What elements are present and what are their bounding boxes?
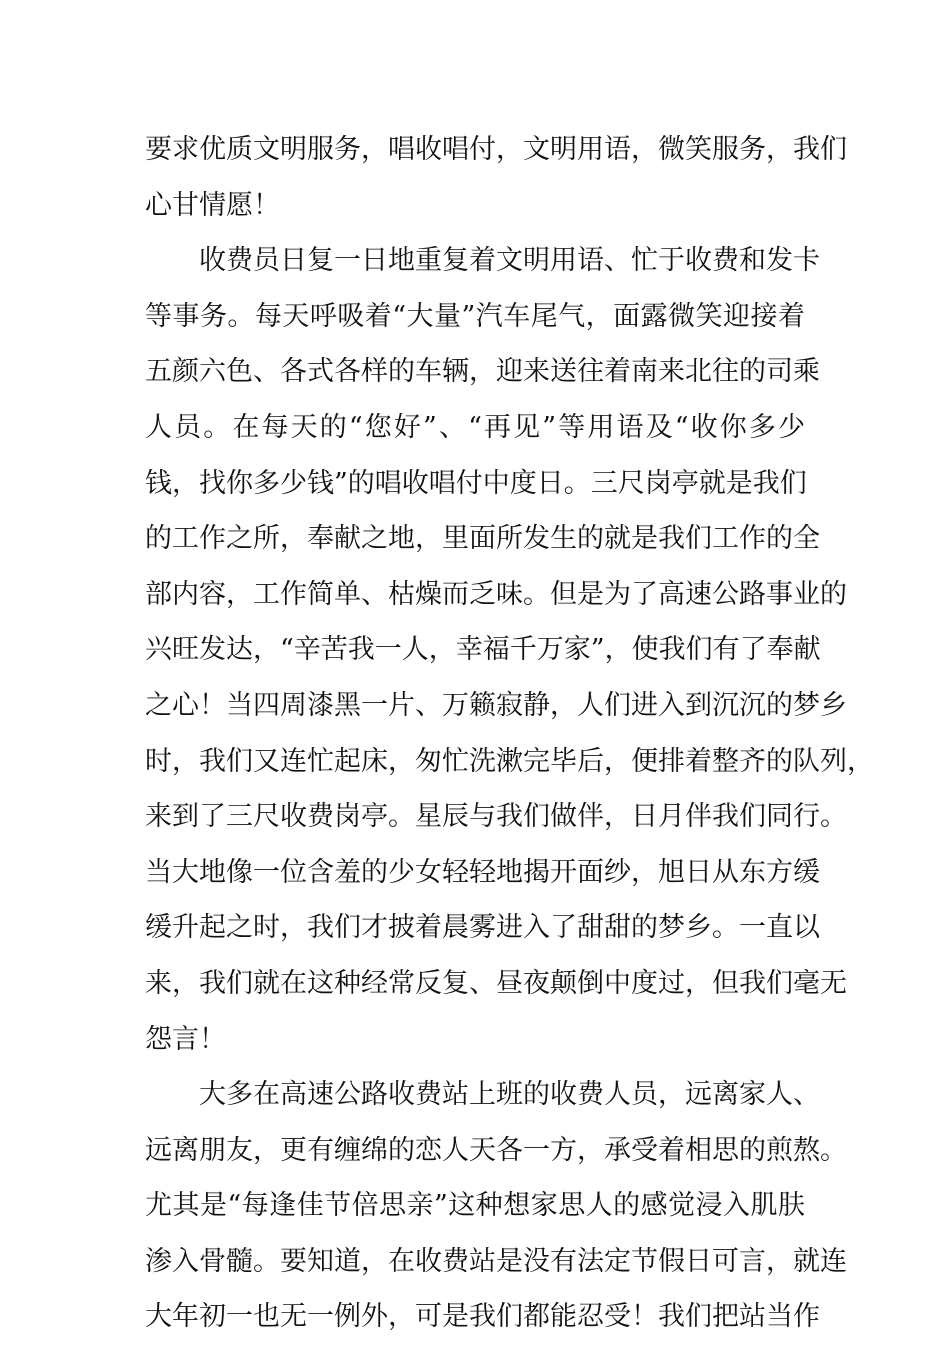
text-line: 渗入骨髓。要知道，在收费站是没有法定节假日可言，就连 bbox=[145, 1245, 847, 1277]
text-line: 收费员日复一日地重复着文明用语、忙于收费和发卡 bbox=[199, 245, 820, 277]
text-line: 尤其是“每逢佳节倍思亲”这种想家思人的感觉浸入肌肤 bbox=[145, 1190, 805, 1222]
text-line: 的工作之所，奉献之地，里面所发生的就是我们工作的全 bbox=[145, 523, 820, 555]
text-line: 人员。在每天的“您好”、“再见”等用语及“收你多少 bbox=[145, 411, 805, 443]
text-line: 钱，找你多少钱”的唱收唱付中度日。三尺岗亭就是我们 bbox=[145, 467, 807, 499]
paragraph-3 bbox=[145, 1067, 847, 1345]
text-line: 怨言！ bbox=[145, 1023, 226, 1055]
document-body bbox=[145, 122, 874, 1345]
text-line: 远离朋友，更有缠绵的恋人天各一方，承受着相思的煎熬。 bbox=[145, 1134, 847, 1166]
text-line: 之心！当四周漆黑一片、万籁寂静，人们进入到沉沉的梦乡 bbox=[145, 689, 847, 721]
text-line: 来到了三尺收费岗亭。星辰与我们做伴，日月伴我们同行。 bbox=[145, 801, 847, 833]
paragraph-2 bbox=[145, 233, 874, 1067]
text-line: 要求优质文明服务，唱收唱付，文明用语，微笑服务，我们 bbox=[145, 134, 847, 165]
text-line: 当大地像一位含羞的少女轻轻地揭开面纱，旭日从东方缓 bbox=[145, 856, 820, 888]
paragraph-1 bbox=[145, 122, 847, 233]
text-line: 心甘情愿！ bbox=[145, 189, 280, 221]
text-line: 大多在高速公路收费站上班的收费人员，远离家人、 bbox=[199, 1079, 820, 1111]
text-line: 时，我们又连忙起床，匆忙洗漱完毕后，便排着整齐的队列， bbox=[145, 745, 874, 777]
text-line: 等事务。每天呼吸着“大量”汽车尾气，面露微笑迎接着 bbox=[145, 300, 805, 332]
text-line: 部内容，工作简单、枯燥而乏味。但是为了高速公路事业的 bbox=[145, 578, 847, 610]
text-line: 来，我们就在这种经常反复、昼夜颠倒中度过，但我们毫无 bbox=[145, 967, 847, 999]
text-line: 五颜六色、各式各样的车辆，迎来送往着南来北往的司乘 bbox=[145, 356, 820, 388]
text-line: 大年初一也无一例外，可是我们都能忍受！我们把站当作 bbox=[145, 1301, 820, 1333]
text-line: 缓升起之时，我们才披着晨雾进入了甜甜的梦乡。一直以 bbox=[145, 912, 820, 944]
text-line: 兴旺发达，“辛苦我一人，幸福千万家”，使我们有了奉献 bbox=[145, 634, 821, 666]
